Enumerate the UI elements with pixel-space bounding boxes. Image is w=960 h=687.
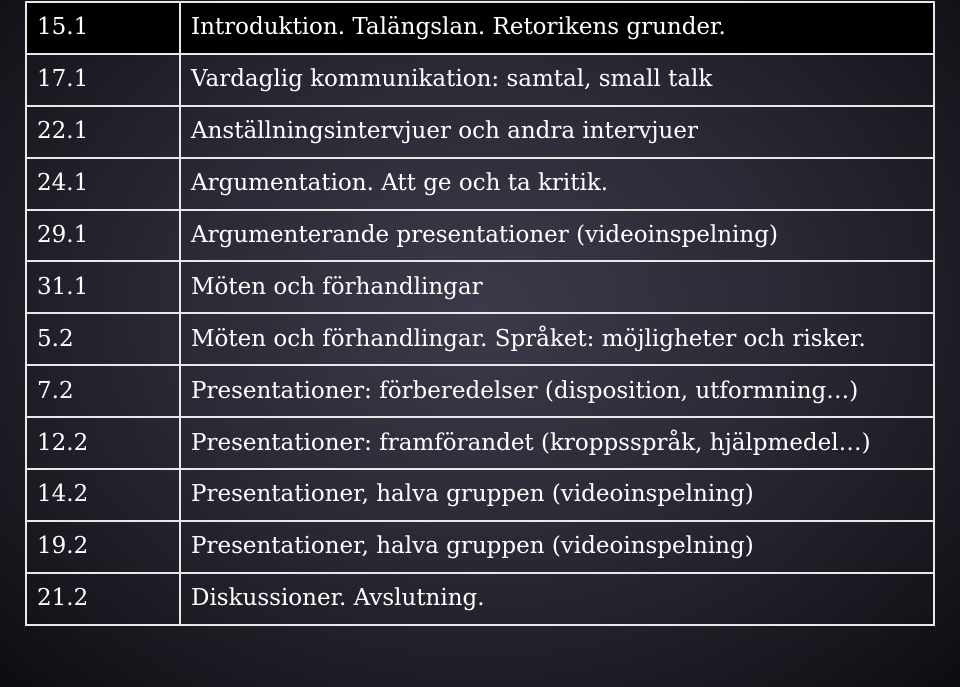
row-date: 21.2 xyxy=(26,573,180,625)
table-row xyxy=(26,313,934,365)
row-topic: Argumentation. Att ge och ta kritik. xyxy=(180,158,934,210)
row-topic: Presentationer, halva gruppen (videoinspelning) xyxy=(180,521,934,573)
table-row xyxy=(26,417,934,469)
row-date: 22.1 xyxy=(26,106,180,158)
row-date: 15.1 xyxy=(26,2,180,54)
table-row xyxy=(26,158,934,210)
row-date: 19.2 xyxy=(26,521,180,573)
row-topic: Möten och förhandlingar. Språket: möjligheter och risker. xyxy=(180,313,934,365)
row-topic: Introduktion. Talängslan. Retorikens grunder. xyxy=(180,2,934,54)
row-topic: Möten och förhandlingar xyxy=(180,261,934,313)
row-topic: Presentationer, halva gruppen (videoinspelning) xyxy=(180,469,934,521)
row-date: 29.1 xyxy=(26,210,180,262)
row-topic: Presentationer: förberedelser (disposition, utformning…) xyxy=(180,365,934,417)
row-date: 24.1 xyxy=(26,158,180,210)
schedule-body xyxy=(26,2,934,625)
table-row xyxy=(26,106,934,158)
row-topic: Vardaglig kommunikation: samtal, small talk xyxy=(180,54,934,106)
table-row xyxy=(26,210,934,262)
table-row xyxy=(26,54,934,106)
table-row xyxy=(26,521,934,573)
row-date: 31.1 xyxy=(26,261,180,313)
table-row xyxy=(26,365,934,417)
row-topic: Anställningsintervjuer och andra intervjuer xyxy=(180,106,934,158)
row-date: 7.2 xyxy=(26,365,180,417)
row-topic: Argumenterande presentationer (videoinspelning) xyxy=(180,210,934,262)
row-date: 14.2 xyxy=(26,469,180,521)
row-date: 17.1 xyxy=(26,54,180,106)
row-topic: Presentationer: framförandet (kroppsspråk, hjälpmedel…) xyxy=(180,417,934,469)
table-row xyxy=(26,2,934,54)
table-row xyxy=(26,469,934,521)
schedule-table xyxy=(25,1,935,626)
table-row xyxy=(26,261,934,313)
row-date: 12.2 xyxy=(26,417,180,469)
row-date: 5.2 xyxy=(26,313,180,365)
table-row xyxy=(26,573,934,625)
row-topic: Diskussioner. Avslutning. xyxy=(180,573,934,625)
